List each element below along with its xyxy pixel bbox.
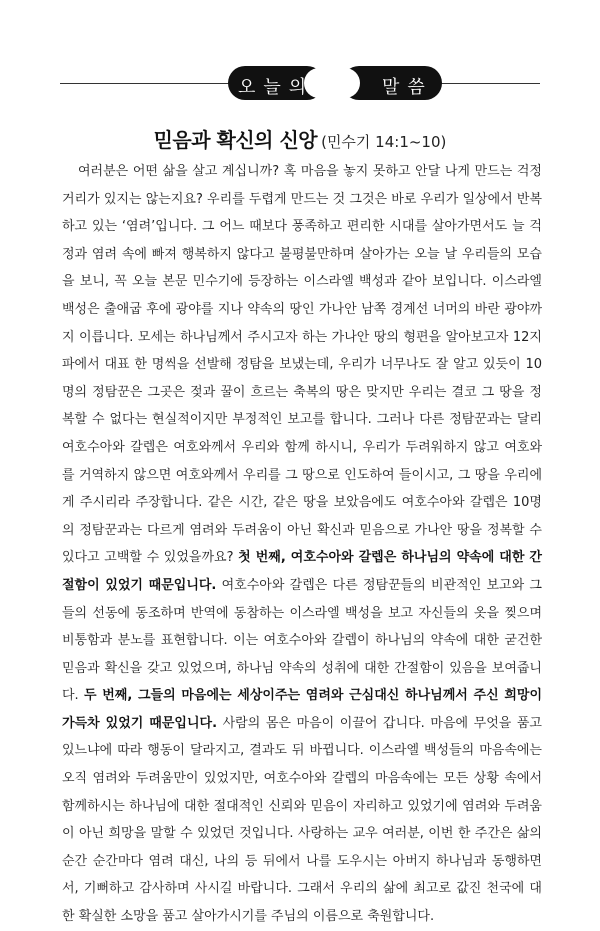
badge-label-left: 오늘의 — [238, 77, 315, 98]
body-bold-point-1: 첫 번째, 여호수아와 갈렙은 하나님의 약속에 대한 간절함이 있었기 때문입니다. — [62, 550, 542, 593]
body-bold-point-2: 두 번째, 그들의 마음에는 세상이주는 염려와 근심대신 하나님께서 주신 희망이 가득차 있었기 때문입니다. — [62, 688, 543, 731]
title-main: 믿음과 확신의 신앙 — [153, 128, 318, 152]
body-segment-2: 여호수아와 갈렙은 다른 정탐꾼들의 비관적인 보고와 그들의 선동에 동조하며 반역에 동참하는 이스라엘 백성을 보고 자신들의 옷을 찢으며 비통함과 분노를 표현합니다. 이는 여호수아와 갈렙이 하나님의 약속에 대한 굳건한 믿음과 확신을 갖고 있었으며, 하나님 약속의 성취에 대한 간절함이 있음을 보여줍니다. — [62, 577, 542, 704]
body-segment-1: 여러분은 어떤 삶을 살고 계십니까? 혹 마음을 놓지 못하고 안달 나게 만드는 걱정거리가 있지는 않는지요? 우리를 두렵게 만드는 것 그것은 바로 우리가 일상에서 반복하고 있는 ‘염려’입니다. 그 어느 때보다 풍족하고 편리한 시대를 살아가면서도 늘 걱정과 염려 속에 빠져 행복하지 않다고 불평불만하며 살아가는 오늘 날 우리들의 모습을 보니, 꼭 오늘 본문 민수기에 등장하는 이스라엘 백성과 같아 보입니다. 이스라엘 백성은 출애굽 후에 광야를 지나 약속의 땅인 가나안 남쪽 경계선 너머의 바란 광야까지 이릅니다. 모세는 하나님께서 주시고자 하는 가나안 땅의 형편을 알아보고자 12지파에서 대표 한 명씩을 선발해 정탐을 보냈는데, 우리가 너무나도 잘 알고 있듯이 10명의 정탐꾼은 그곳은 젖과 꿀이 흐르는 축복의 땅은 맞지만 우리는 결코 그 땅을 정복할 수 없다는 현실적이지만 부정적인 보고를 합니다. 그러나 다른 정탐꾼과는 달리 여호수아와 갈렙은 여호와께서 우리와 함께 하시니, 우리가 두려워하지 않고 여호와를 거역하지 않으면 여호와께서 우리를 그 땅으로 인도하여 들이시고, 그 땅을 우리에게 주시리라 주장합니다. 같은 시간, 같은 땅을 보았음에도 여호수아와 갈렙은 10명의 정탐꾼과는 다르게 염려와 두려움이 아닌 확신과 믿음으로 가나안 땅을 정복할 수 있다고 고백할 수 있었을까요? — [62, 164, 542, 566]
body-segment-3: 사람의 몸은 마음이 이끌어 갑니다. 마음에 무엇을 품고 있느냐에 따라 행동이 달라지고, 결과도 뒤 바뀝니다. 이스라엘 백성들의 마음속에는 오직 염려와 두려움만이 있었지만, 여호수아와 갈렙의 마음속에는 모든 상황 속에서 함께하시는 하나님에 대한 절대적인 신뢰와 믿음이 자리하고 있었기에 염려와 두려움이 아닌 희망을 말할 수 있었던 것입니다. 사랑하는 교우 여러분, 이번 한 주간은 삶의 순간 순간마다 염려 대신, 나의 등 뒤에서 나를 도우시는 아버지 하나님과 동행하면서, 기뻐하고 감사하며 사시길 바랍니다. 그래서 우리의 삶에 최고로 값진 천국에 대한 확실한 소망을 품고 살아가시기를 주님의 이름으로 축원합니다. — [62, 715, 542, 925]
sermon-body — [62, 158, 542, 931]
section-header — [60, 66, 540, 100]
sermon-title — [0, 124, 600, 153]
badge-label-right: 말씀 — [382, 77, 433, 98]
title-reference: (민수기 14:1~10) — [321, 133, 447, 151]
